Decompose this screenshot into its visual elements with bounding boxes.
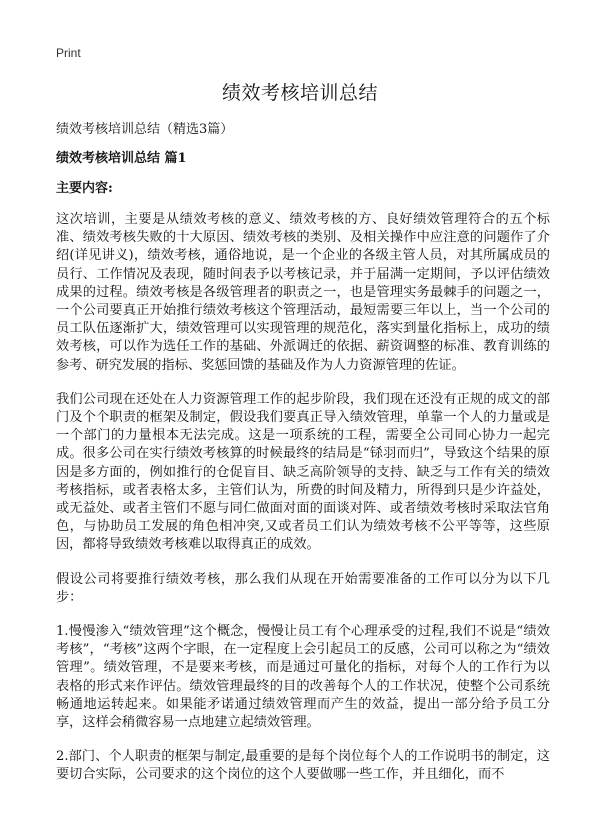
paragraph-2: 我们公司现在还处在人力资源管理工作的起步阶段，我们现在还没有正规的成文的部门及个个职责的框架及制定，假设我们要真正导入绩效管理，单靠一个人的力量或是一个部门的力量根本无法完成。这是一项系统的工程，需要全公司同心协力一起完成。很多公司在实行绩效考核算的时候最终的结局是“铩羽而归”，导致这个结果的原因是多方面的，例如推行的仓促盲目、缺乏高阶领导的支持、缺乏与工作有关的绩效考核指标，或者表格太多，主管们认为，所费的时间及精力，所得到只是少许益处，或无益处、或者主管们不愿与同仁做面对面的面谈对阵、或者绩效考核时采取法官角色，与协助员工发展的角色相冲突,又或者员工们认为绩效考核不公平等等，这些原因，都将导致绩效考核难以取得真正的成效。 — [56, 391, 550, 553]
section-title: 绩效考核培训总结 篇1 — [56, 151, 187, 166]
paragraph-3: 假设公司将要推行绩效考核，那么我们从现在开始需要准备的工作可以分为以下几步： — [56, 571, 550, 605]
paragraph-4: 1.慢慢渗入“绩效管理”这个概念，慢慢让员工有个心理承受的过程,我们不说是“绩效考核”，“考核”这两个字眼，在一定程度上会引起员工的反感，公司可以称之为“绩效管理”。绩效管理，不是要来考核，而是通过可量化的指标，对每个人的工作行为以表格的形式来作评估。绩效管理最终的目的改善每个人的工作状况，使整个公司系统畅通地运转起来。如果能矛诺通过绩效管理而产生的效益，提出一部分给予员工分享，这样会稍微容易一点地建立起绩效管理。 — [56, 624, 550, 731]
paragraph-5: 2.部门、个人职责的框架与制定,最重要的是每个岗位每个人的工作说明书的制定，这要切合实际，公司要求的这个岗位的这个人要做哪一些工作，并且细化，而不 — [56, 749, 550, 783]
document-subtitle: 绩效考核培训总结（精选3篇） — [56, 122, 234, 137]
document-body — [56, 211, 550, 801]
paragraph-1: 这次培训，主要是从绩效考核的意义、绩效考核的方、良好绩效管理符合的五个标准、绩效考核失败的十大原因、绩效考核的类别、及相关操作中应注意的问题作了介绍(详见讲义)，绩效考核，通俗地说，是一个企业的各级主管人员，对其所属成员的员行、工作情况及表现，随时间表予以考核记录，并于届满一定期间，予以评估绩效成果的过程。绩效考核是各级管理者的职责之一，也是管理实务最棘手的问题之一，一个公司要真正开始推行绩效考核这个管理活动，最短需要三年以上，当一个公司的员工队伍逐渐扩大，绩效管理可以实现管理的规范化，落实到量化指标上，成功的绩效考核，可以作为选任工作的基础、外派调迁的依据、薪资调整的标准、教育训练的参考、研究发展的指标、奖惩回馈的基础及作为人力资源管理的佐证。 — [56, 212, 550, 373]
summary-label: 主要内容: — [56, 181, 113, 196]
print-label[interactable]: Print — [56, 46, 81, 60]
page-title: 绩效考核培训总结 — [221, 82, 378, 104]
